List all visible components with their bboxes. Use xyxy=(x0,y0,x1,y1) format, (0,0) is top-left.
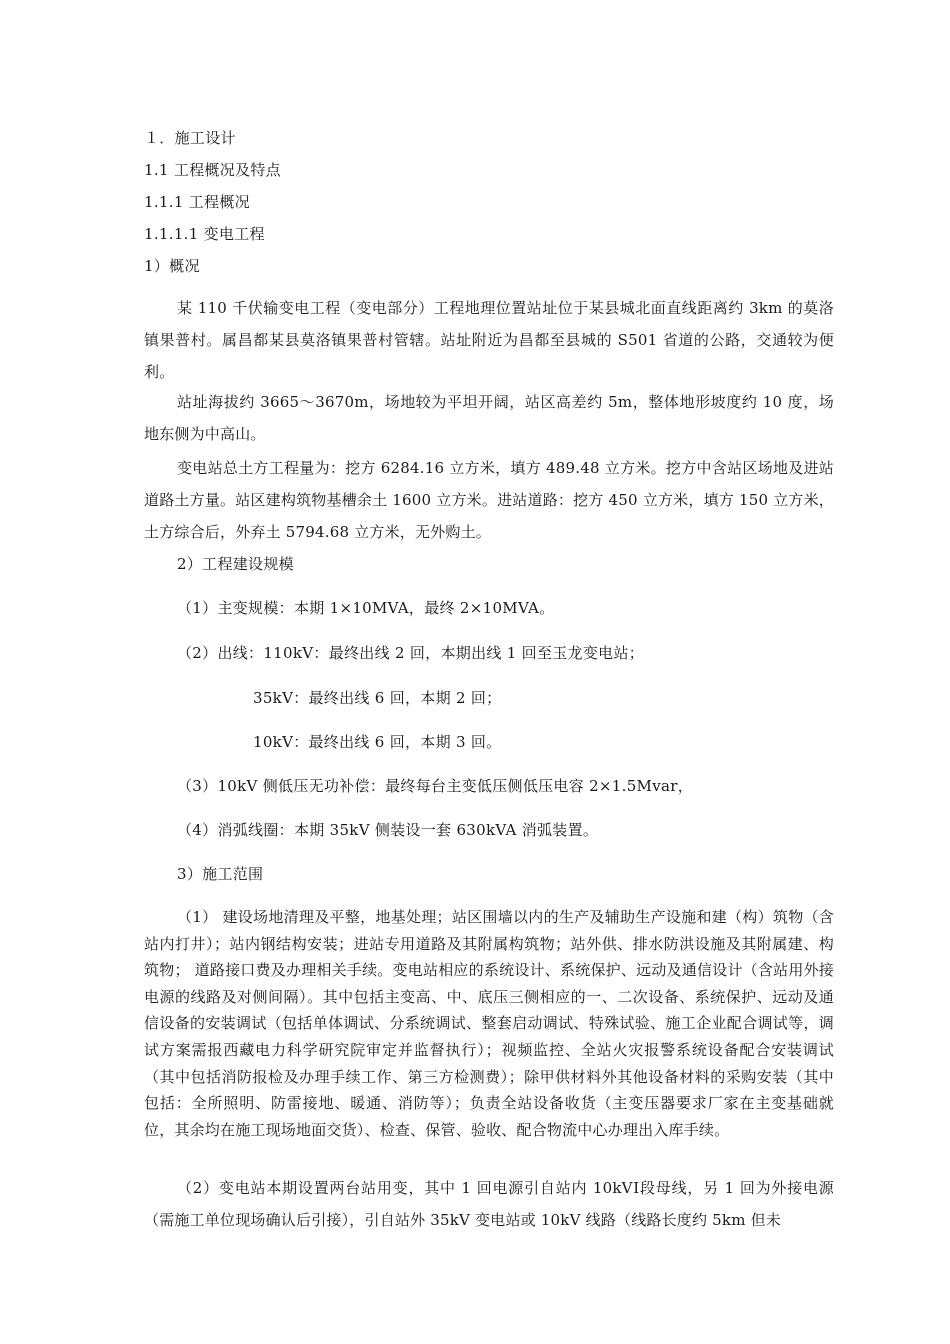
section-heading-1-1-1: 1.1.1 工程概况 xyxy=(144,193,250,211)
overview-paragraph-terrain: 站址海拔约 3665～3670m，场地较为平坦开阔，站区高差约 5m，整体地形坡度约 10 度，场地东侧为中高山。 xyxy=(144,393,834,443)
overview-paragraph-earthwork: 变电站总土方工程量为：挖方 6284.16 立方米，填方 489.48 立方米。挖方中含站区场地及进站道路土方量。站区建构筑物基槽余土 1600 立方米。进站道路：挖方 450 立方米，填方 150 立方米，土方综合后，外弃土 5794.68 立方米，无外购土。 xyxy=(144,459,834,541)
scale-item-main-transformer: （1）主变规模：本期 1×10MVA，最终 2×10MVA。 xyxy=(177,599,555,617)
scope-paragraph-1: （1） 建设场地清理及平整，地基处理；站区围墙以内的生产及辅助生产设施和建（构）筑物（含站内打井）；站内钢结构安装；进站专用道路及其附属构筑物；站外供、排水防洪设施及其附属建、构筑物； 道路接口费及办理相关手续。变电站相应的系统设计、系统保护、远动及通信设计（含站用外接电源的线路及对侧间隔）。其中包括主变高、中、底压三侧相应的一、二次设备、系统保护、远动及通信设备的安装调试（包括单体调试、分系统调试、整套启动调试、特殊试验、施工企业配合调试等，调试方案需报西藏电力科学研究院审定并监督执行）；视频监控、全站火灾报警系统设备配合安装调试（其中包括消防报检及办理手续工作、第三方检测费）；除甲供材料外其他设备材料的采购安装（其中包括：全所照明、防雷接地、暖通、消防等）；负责全站设备收货（主变压器要求厂家在主变基础就位，其余均在施工现场地面交货）、检查、保管、验收、配合物流中心办理出入库手续。 xyxy=(144,908,834,1139)
section-heading-1: １．施工设计 xyxy=(144,129,236,147)
scale-item-reactive-compensation: （3）10kV 侧低压无功补偿：最终每台主变低压侧低压电容 2×1.5Mvar， xyxy=(177,777,694,795)
section-heading-1-1-1-1: 1.1.1.1 变电工程 xyxy=(144,225,265,243)
scale-item-arc-suppression: （4）消弧线圈：本期 35kV 侧装设一套 630kVA 消弧装置。 xyxy=(177,821,599,839)
scope-paragraph-2: （2）变电站本期设置两台站用变，其中 1 回电源引自站内 10kVⅠ段母线，另 1 回为外接电源（需施工单位现场确认后引接），引自站外 35kV 变电站或 10kV 线路（线路长度约 5km 但未 xyxy=(144,1179,834,1229)
overview-paragraph-location: 某 110 千伏输变电工程（变电部分）工程地理位置站址位于某县城北面直线距离约 3km 的莫洛镇果普村。属昌都某县莫洛镇果普村管辖。站址附近为昌都至县城的 S501 省道的公路，交通较为便利。 xyxy=(144,299,834,381)
subsection-scope: 3）施工范围 xyxy=(177,865,264,883)
subsection-overview: 1）概况 xyxy=(144,257,200,275)
scale-item-outgoing-10kv: 10kV：最终出线 6 回，本期 3 回。 xyxy=(253,733,502,751)
scale-item-outgoing-110kv: （2）出线：110kV：最终出线 2 回，本期出线 1 回至玉龙变电站； xyxy=(177,644,645,662)
subsection-scale: 2）工程建设规模 xyxy=(177,555,294,573)
section-heading-1-1: 1.1 工程概况及特点 xyxy=(144,161,281,179)
scale-item-outgoing-35kv: 35kV：最终出线 6 回，本期 2 回； xyxy=(253,689,502,707)
